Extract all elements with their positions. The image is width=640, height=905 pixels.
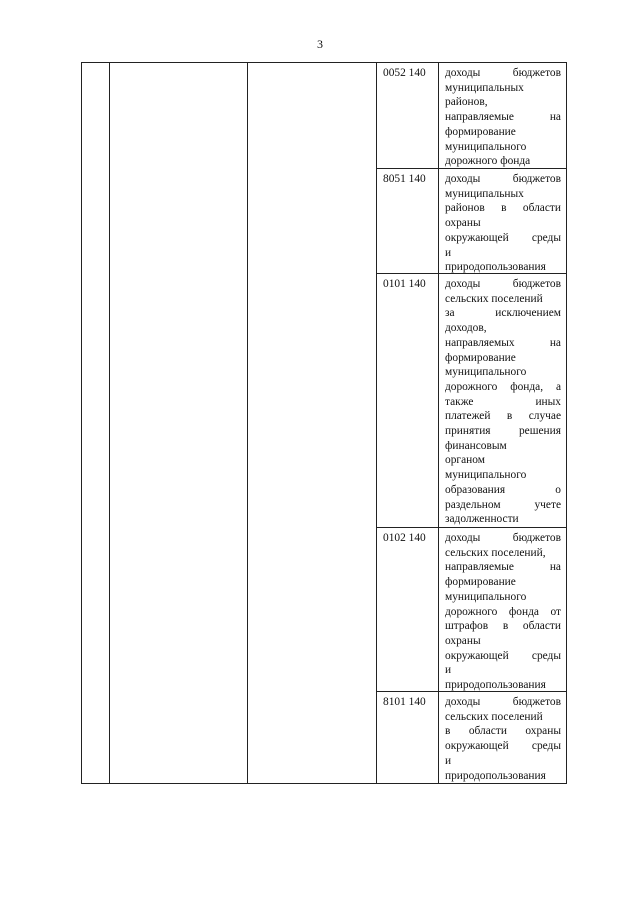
- description-line: и: [445, 754, 452, 767]
- budget-code: 8101 140: [383, 696, 426, 708]
- description-line: в области охраны: [445, 725, 561, 738]
- description-line: органом: [445, 454, 485, 467]
- budget-code: 0102 140: [383, 532, 426, 544]
- description-line: природопользования: [445, 679, 546, 692]
- description-line: формирование: [445, 351, 516, 364]
- budget-code: 0052 140: [383, 67, 426, 79]
- description-line: муниципального: [445, 140, 527, 153]
- column-divider: [109, 62, 110, 784]
- column-divider: [438, 62, 439, 784]
- description-line: формирование: [445, 576, 516, 589]
- description-line: формирование: [445, 125, 516, 138]
- description-line: доходы бюджетов: [445, 67, 561, 79]
- description-line: окружающей среды: [445, 649, 561, 662]
- description-line: сельских поселений,: [445, 546, 546, 559]
- description-line: охраны: [445, 634, 481, 647]
- table-border-top: [81, 62, 567, 63]
- description-line: образования о: [445, 483, 561, 496]
- description-line: окружающей среды: [445, 231, 561, 244]
- description-line: и: [445, 664, 452, 677]
- revenue-table: [81, 62, 567, 784]
- revenue-description: [445, 695, 561, 783]
- table-border-right: [566, 62, 567, 784]
- table-border-left: [81, 62, 82, 784]
- description-line: доходы бюджетов: [445, 278, 561, 290]
- description-line: направляемых на: [445, 336, 561, 349]
- description-line: дорожного фонда от: [445, 605, 561, 618]
- description-line: доходы бюджетов: [445, 696, 561, 708]
- budget-code: 8051 140: [383, 173, 426, 185]
- description-line: раздельном учете: [445, 498, 561, 511]
- description-line: задолженности: [445, 513, 519, 526]
- row-divider: [376, 527, 567, 528]
- description-line: муниципального: [445, 469, 527, 482]
- budget-code: 0101 140: [383, 278, 426, 290]
- description-line: дорожного фонда: [445, 155, 531, 168]
- description-line: доходы бюджетов: [445, 532, 561, 544]
- description-line: сельских поселений: [445, 292, 543, 305]
- description-line: муниципальных: [445, 81, 524, 94]
- description-line: за исключением: [445, 307, 561, 320]
- description-line: доходов,: [445, 322, 487, 335]
- description-line: и: [445, 246, 452, 259]
- description-line: дорожного фонда, а: [445, 380, 561, 393]
- revenue-description: [445, 531, 561, 693]
- description-line: также иных: [445, 395, 561, 408]
- revenue-description: [445, 66, 561, 169]
- description-line: охраны: [445, 217, 481, 230]
- page-number: 3: [317, 37, 323, 51]
- description-line: направляемые на: [445, 111, 561, 124]
- description-line: муниципальных: [445, 187, 524, 200]
- description-line: направляемые на: [445, 561, 561, 574]
- description-line: природопользования: [445, 769, 546, 782]
- column-divider: [247, 62, 248, 784]
- description-line: районов в области: [445, 202, 561, 215]
- description-line: принятия решения: [445, 425, 561, 438]
- description-line: сельских поселений: [445, 710, 543, 723]
- column-divider: [376, 62, 377, 784]
- description-line: доходы бюджетов: [445, 173, 561, 185]
- revenue-description: [445, 277, 561, 527]
- description-line: штрафов в области: [445, 620, 561, 633]
- description-line: платежей в случае: [445, 410, 561, 423]
- revenue-description: [445, 172, 561, 275]
- description-line: районов,: [445, 96, 488, 109]
- description-line: муниципального: [445, 590, 527, 603]
- description-line: природопользования: [445, 261, 546, 274]
- description-line: окружающей среды: [445, 740, 561, 753]
- description-line: финансовым: [445, 439, 507, 452]
- description-line: муниципального: [445, 366, 527, 379]
